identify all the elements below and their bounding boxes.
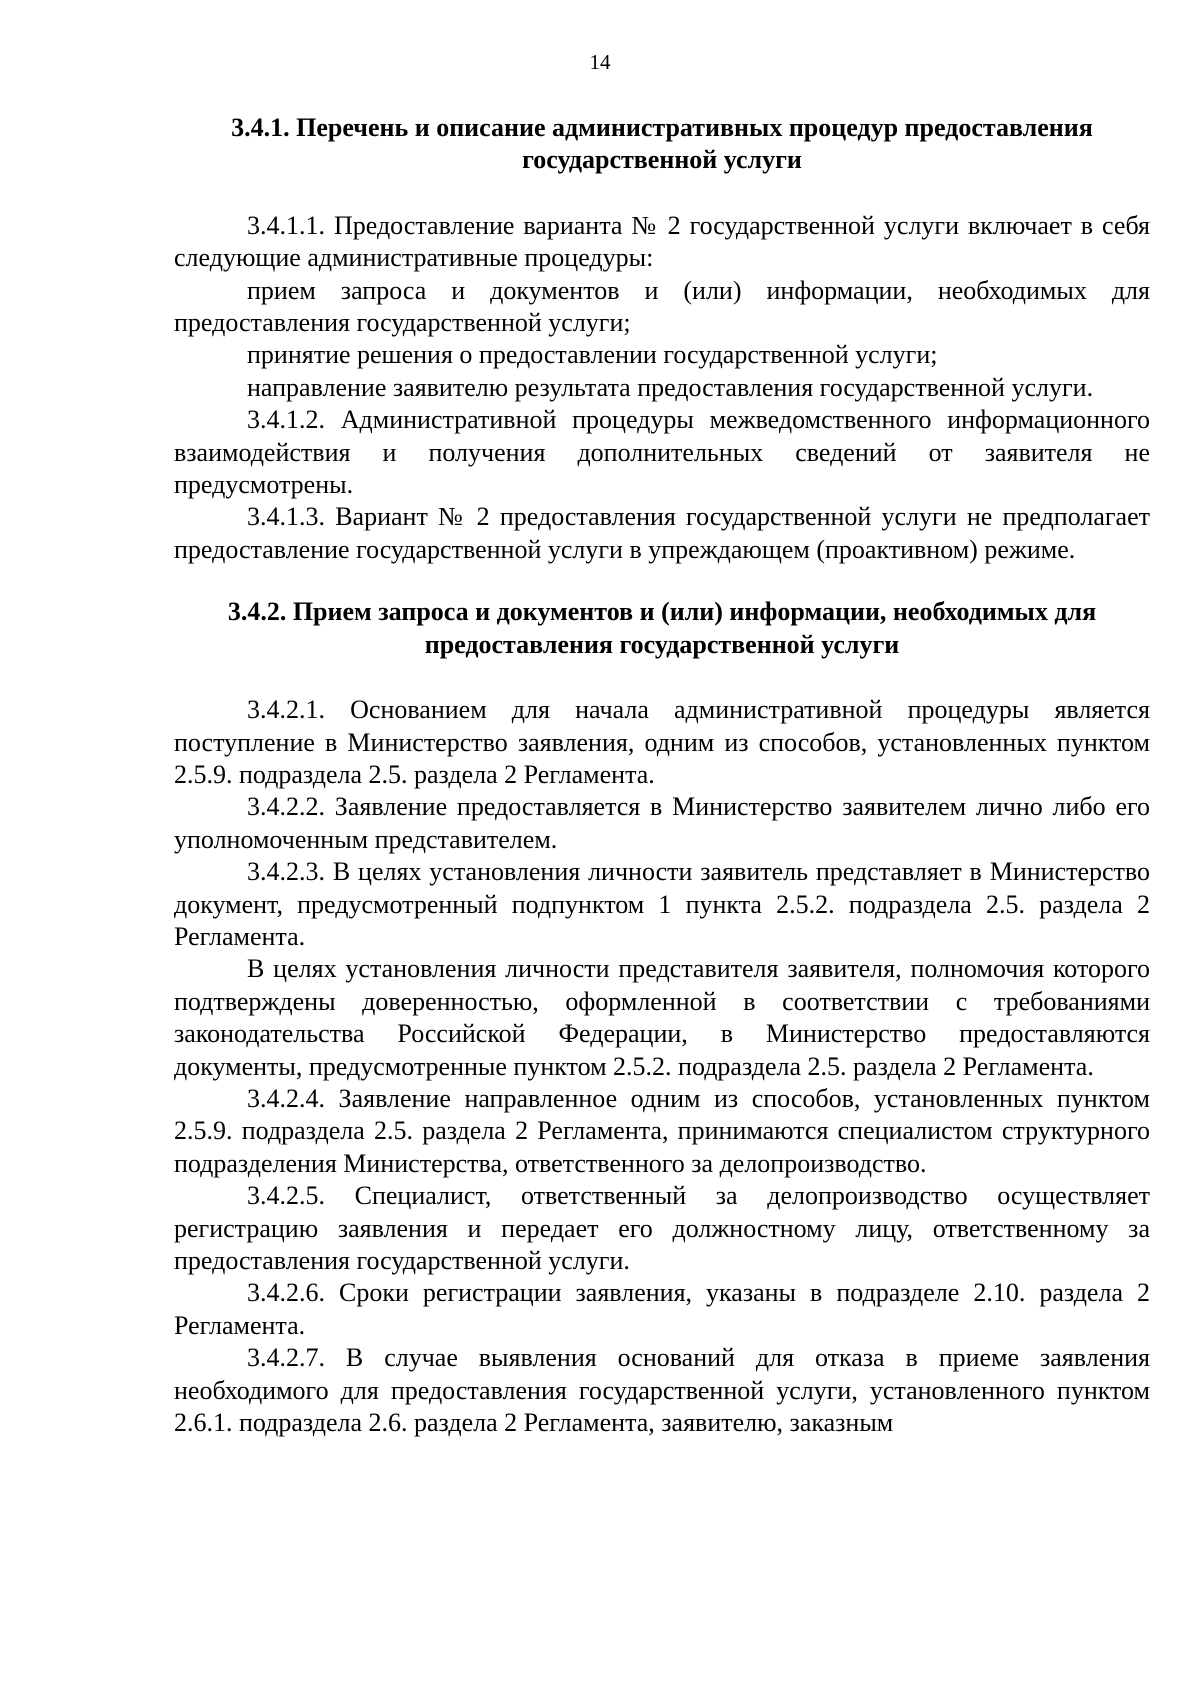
- section-heading: 3.4.1. Перечень и описание административных процедур предоставления государственной услуги: [231, 113, 1093, 175]
- page-number: 14: [589, 50, 611, 74]
- paragraph: 3.4.1.1. Предоставление варианта № 2 государственной услуги включает в себя следующие административные процедуры:: [174, 210, 1150, 273]
- paragraph: 3.4.2.6. Сроки регистрации заявления, указаны в подразделе 2.10. раздела 2 Регламента.: [174, 1278, 1150, 1340]
- paragraph: 3.4.2.7. В случае выявления оснований для отказа в приеме заявления необходимого для предоставления государственной услуги, установленного пунктом 2.6.1. подраздела 2.6. раздела 2 Регламента, заявителю, заказным: [174, 1343, 1150, 1438]
- paragraph: прием запроса и документов и (или) информации, необходимых для предоставления государственной услуги;: [174, 275, 1150, 338]
- paragraph: 3.4.2.3. В целях установления личности заявитель представляет в Министерство документ, предусмотренный подпунктом 1 пункта 2.5.2. подраздела 2.5. раздела 2 Регламента.: [174, 857, 1150, 951]
- paragraph: 3.4.1.3. Вариант № 2 предоставления государственной услуги не предполагает предоставление государственной услуги в упреждающем (проактивном) режиме.: [174, 502, 1150, 564]
- paragraph: 3.4.2.5. Специалист, ответственный за делопроизводство осуществляет регистрацию заявления и передает его должностному лицу, ответственному за предоставления государственной услуги.: [174, 1181, 1150, 1275]
- paragraph: 3.4.2.2. Заявление предоставляется в Министерство заявителем лично либо его уполномоченным представителем.: [174, 792, 1150, 854]
- document-body: [174, 112, 1150, 1439]
- paragraph: В целях установления личности представителя заявителя, полномочия которого подтверждены доверенностью, оформленной в соответствии с требованиями законодательства Российской Федерации, в Министерство предоставляются документы, предусмотренные пунктом 2.5.2. подраздела 2.5. раздела 2 Регламента.: [174, 954, 1150, 1081]
- paragraph: направление заявителю результата предоставления государственной услуги.: [247, 372, 1094, 402]
- paragraph: 3.4.1.2. Административной процедуры межведомственного информационного взаимодействия и получения дополнительных сведений от заявителя не предусмотрены.: [174, 405, 1150, 500]
- paragraph: 3.4.2.1. Основанием для начала административной процедуры является поступление в Министерство заявления, одним из способов, установленных пунктом 2.5.9. подраздела 2.5. раздела 2 Регламента.: [174, 695, 1150, 789]
- paragraph: 3.4.2.4. Заявление направленное одним из способов, установленных пунктом 2.5.9. подраздела 2.5. раздела 2 Регламента, принимаются специалистом структурного подразделения Министерства, ответственного за делопроизводство.: [174, 1083, 1150, 1178]
- section-heading: 3.4.2. Прием запроса и документов и (или) информации, необходимых для предоставления государственной услуги: [227, 597, 1097, 659]
- paragraph: принятие решения о предоставлении государственной услуги;: [247, 340, 938, 370]
